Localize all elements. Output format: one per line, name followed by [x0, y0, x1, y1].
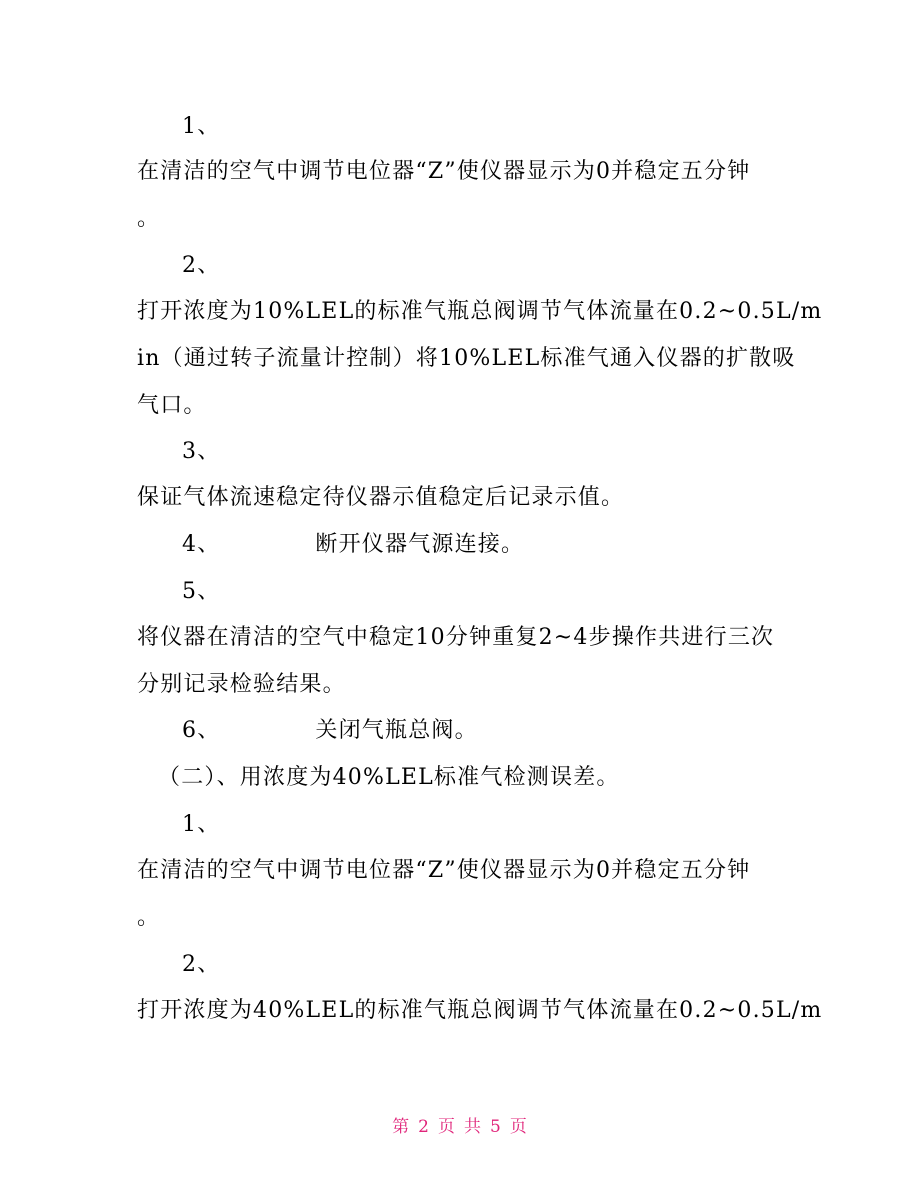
step-2-number: 2、	[182, 253, 221, 278]
step-3-number: 3、	[182, 439, 221, 464]
step-5-text-line1: 将仪器在清洁的空气中稳定10分钟重复2~4步操作共进行三次	[137, 625, 775, 650]
step-2-text-line2: in（通过转子流量计控制）将10%LEL标准气通入仪器的扩散吸	[137, 346, 796, 371]
step-5-text-line2: 分别记录检验结果。	[137, 672, 346, 697]
page-footer	[0, 1112, 920, 1137]
step-4-text: 断开仪器气源连接。	[315, 532, 525, 557]
step-3-text: 保证气体流速稳定待仪器示值稳定后记录示值。	[137, 485, 625, 510]
footer-current-page: 2	[418, 1117, 430, 1137]
step-1-text-end: 。	[137, 206, 161, 231]
section2-step-2-number: 2、	[182, 952, 221, 977]
step-1-number: 1、	[182, 114, 221, 139]
section2-step-1-text: 在清洁的空气中调节电位器“Z”使仪器显示为0并稳定五分钟	[137, 858, 751, 883]
section2-step-1-text-end: 。	[137, 905, 161, 930]
step-2-text-line3: 气口。	[137, 393, 207, 418]
section2-step-2-text: 打开浓度为40%LEL的标准气瓶总阀调节气体流量在0.2~0.5L/m	[137, 998, 823, 1023]
step-6-line	[182, 717, 478, 745]
step-4-line	[182, 531, 524, 559]
step-6-text: 关闭气瓶总阀。	[315, 718, 478, 743]
footer-page-word: 页	[438, 1117, 456, 1137]
step-5-number: 5、	[182, 579, 221, 604]
section2-step-1-number: 1、	[182, 812, 221, 837]
footer-total-pages: 5	[490, 1117, 502, 1137]
footer-total-word: 共	[464, 1117, 482, 1137]
step-6-number: 6、	[182, 718, 221, 743]
footer-prefix: 第	[392, 1117, 411, 1137]
step-2-text-line1: 打开浓度为10%LEL的标准气瓶总阀调节气体流量在0.2~0.5L/m	[137, 299, 823, 324]
footer-suffix: 页	[509, 1117, 528, 1137]
section-heading: （二）、用浓度为40%LEL标准气检测误差。	[158, 765, 620, 790]
step-1-text: 在清洁的空气中调节电位器“Z”使仪器显示为0并稳定五分钟	[137, 159, 751, 184]
step-4-number: 4、	[182, 532, 221, 557]
